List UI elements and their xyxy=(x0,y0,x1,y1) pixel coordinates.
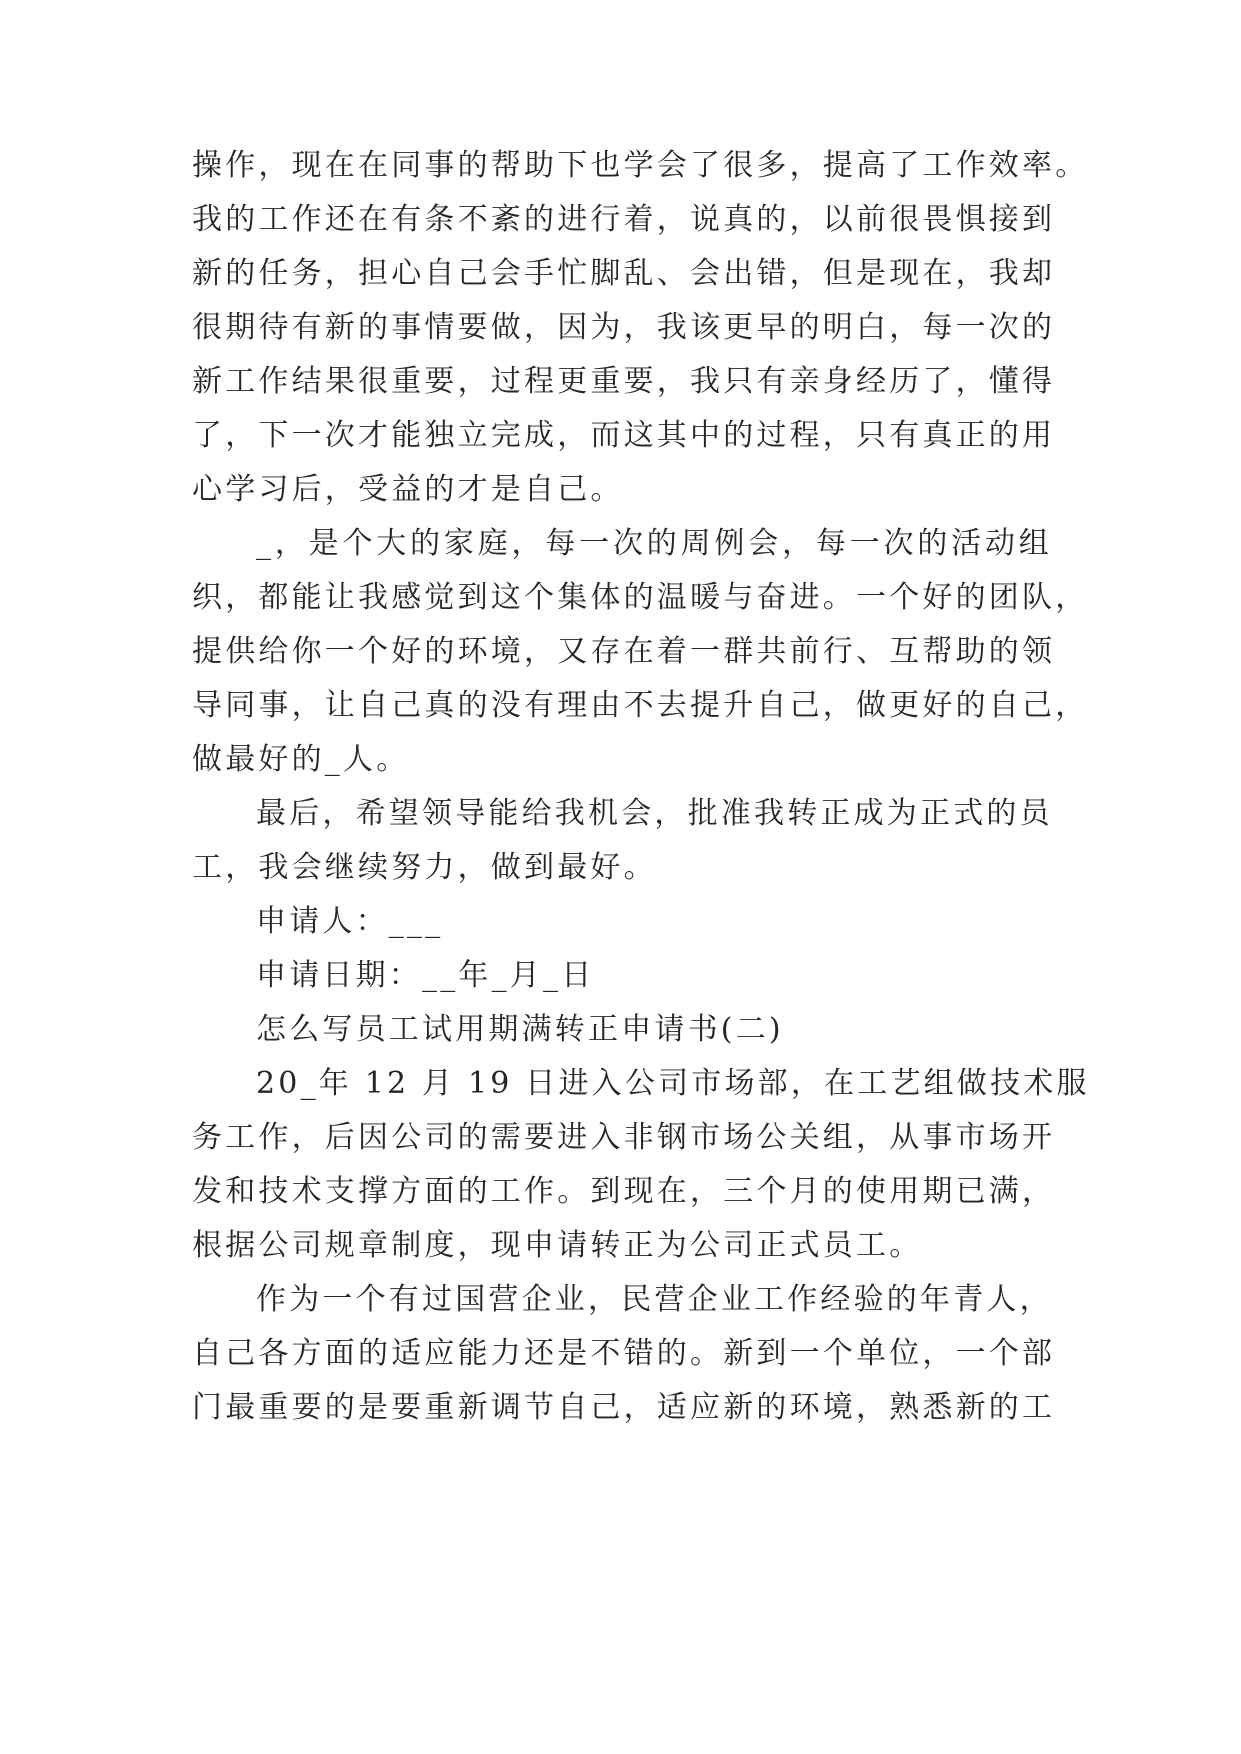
text-line-3: 新的任务，担心自己会手忙脚乱、会出错，但是现在，我却 xyxy=(192,256,1056,291)
text-line-10: 提供给你一个好的环境，又存在着一群共前行、互帮助的领 xyxy=(192,634,1056,669)
text-line-24: 门最重要的是要重新调节自己，适应新的环境，熟悉新的工 xyxy=(192,1390,1056,1425)
text-line-12: 做最好的_人。 xyxy=(192,742,410,777)
text-line-5: 新工作结果很重要，过程更重要，我只有亲身经历了，懂得 xyxy=(192,364,1056,399)
section-title: 怎么写员工试用期满转正申请书(二) xyxy=(256,1012,784,1047)
text-line-8: _，是个大的家庭，每一次的周例会，每一次的活动组 xyxy=(256,526,1052,561)
text-line-7: 心学习后，受益的才是自己。 xyxy=(192,472,624,507)
text-line-14: 工，我会继续努力，做到最好。 xyxy=(192,850,657,885)
text-line-18: 20_年 12 月 19 日进入公司市场部，在工艺组做技术服 xyxy=(256,1066,1090,1101)
text-line-23: 自己各方面的适应能力还是不错的。新到一个单位，一个部 xyxy=(192,1336,1056,1371)
text-line-9: 织，都能让我感觉到这个集体的温暖与奋进。一个好的团队， xyxy=(192,580,1089,615)
date-line: 申请日期：__年_月_日 xyxy=(256,958,595,993)
text-line-2: 我的工作还在有条不紊的进行着，说真的，以前很畏惧接到 xyxy=(192,202,1056,237)
text-line-21: 根据公司规章制度，现申请转正为公司正式员工。 xyxy=(192,1228,923,1263)
text-line-13: 最后，希望领导能给我机会，批准我转正成为正式的员 xyxy=(256,796,1053,831)
text-line-11: 导同事，让自己真的没有理由不去提升自己，做更好的自己， xyxy=(192,688,1089,723)
text-line-6: 了，下一次才能独立完成，而这其中的过程，只有真正的用 xyxy=(192,418,1056,453)
text-line-19: 务工作，后因公司的需要进入非钢市场公关组，从事市场开 xyxy=(192,1120,1056,1155)
text-line-4: 很期待有新的事情要做，因为，我该更早的明白，每一次的 xyxy=(192,310,1056,345)
applicant-line: 申请人：___ xyxy=(256,904,444,939)
text-line-20: 发和技术支撑方面的工作。到现在，三个月的使用期已满， xyxy=(192,1174,1056,1209)
text-line-1: 操作，现在在同事的帮助下也学会了很多，提高了工作效率。 xyxy=(192,148,1089,183)
text-line-22: 作为一个有过国营企业，民营企业工作经验的年青人， xyxy=(256,1282,1053,1317)
